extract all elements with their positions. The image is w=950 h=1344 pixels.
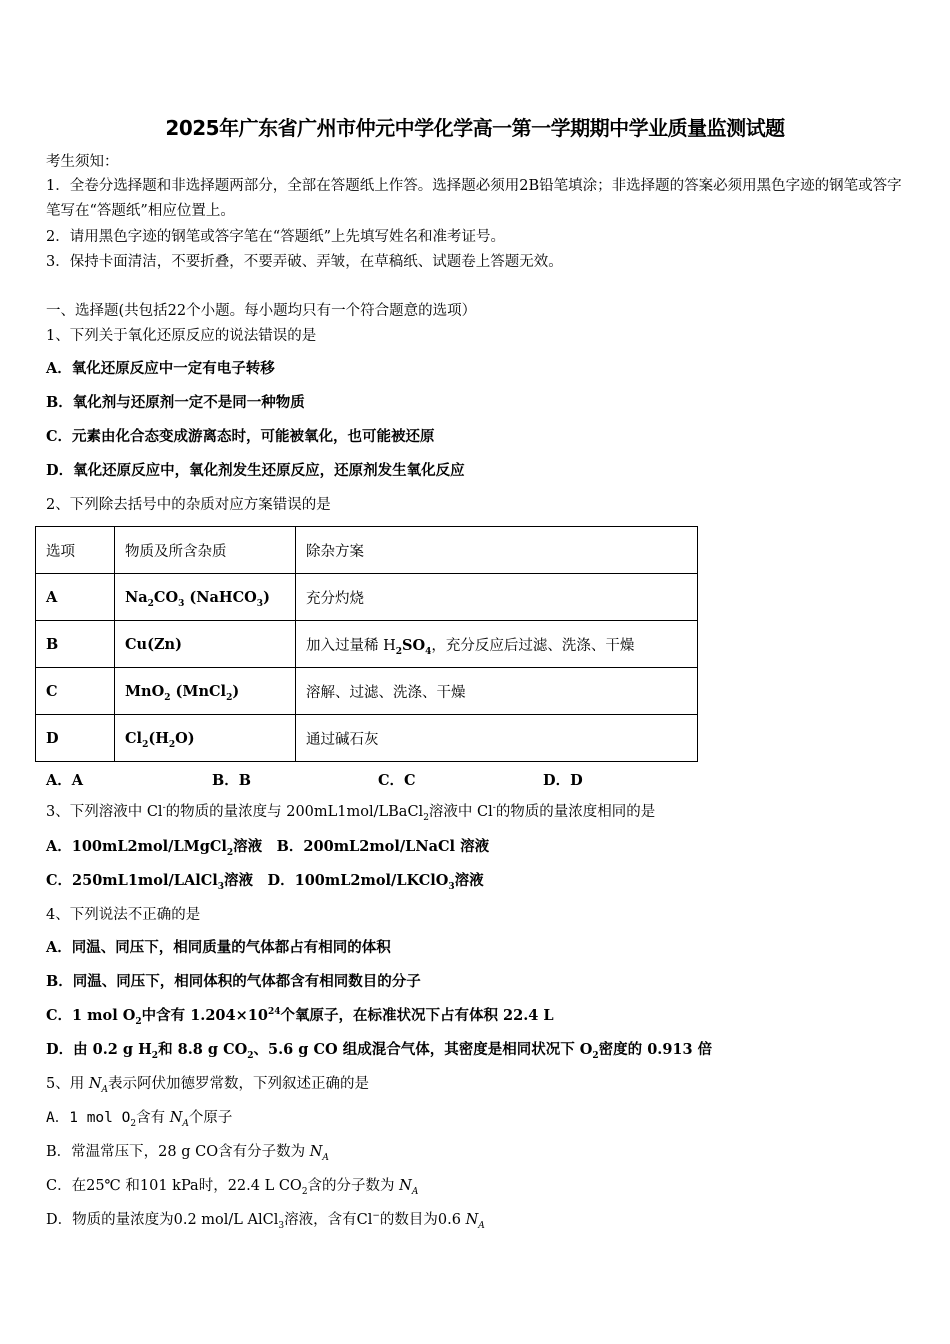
q5-option-c: C．在25℃ 和101 kPa时，22.4 L $CO_2$含的分子数为 $N_A$ — [46, 1178, 419, 1197]
q5-option-a: A．1 mol $O_2$含有 $N_A$个原子 — [46, 1110, 233, 1129]
q4-option-d: D．由 0.2 g $H_2$和 8.8 g $CO_2$、5.6 g CO 组成混合气体，其密度是相同状况下 $O_2$密度的 0.913 倍 — [46, 1041, 713, 1061]
q4-option-c: C．1 mol $O_2$中含有 $1.204\times 10^{24}$个氧原子，在标准状况下占有体积 22.4 L — [46, 1007, 554, 1027]
row-method: 通过碱石灰 — [296, 715, 698, 762]
notice-item-1: 1．全卷分选择题和非选择题两部分，全部在答题纸上作答。选择题必须用2B铅笔填涂；非选择题的答案必须用黑色字迹的钢笔或答字笔写在“答题纸”相应位置上。 — [46, 178, 902, 219]
row-substance: Cu(Zn) — [115, 621, 296, 668]
row-option: D — [36, 715, 115, 762]
notice-heading: 考生须知： — [46, 154, 119, 170]
q3-stem: 3、下列溶液中 Cl-的物质的量浓度与 200mL1mol/LBaCl$_2$溶液中 Cl-的物质的量浓度相同的是 — [46, 803, 656, 823]
q2-stem: 2、下列除去括号中的杂质对应方案错误的是 — [46, 497, 331, 513]
q1-stem: 1、下列关于氧化还原反应的说法错误的是 — [46, 328, 317, 344]
header-option: 选项 — [36, 527, 115, 574]
notice-item-3: 3．保持卡面清洁，不要折叠，不要弄破、弄皱，在草稿纸、试题卷上答题无效。 — [46, 254, 563, 270]
q1-option-c: C．元素由化合态变成游离态时，可能被氧化，也可能被还原 — [46, 428, 435, 445]
table-row — [36, 715, 698, 762]
row-method: 加入过量稀 $H_2SO_4$，充分反应后过滤、洗涤、干燥 — [296, 621, 698, 668]
row-substance: MnO$_2$ (MnCl$_2$) — [115, 668, 296, 715]
table-row — [36, 574, 698, 621]
q2-choice-d: D．D — [543, 772, 583, 789]
header-substance: 物质及所含杂质 — [115, 527, 296, 574]
q2-choice-a: A．A — [46, 772, 84, 789]
q4-option-a: A．同温、同压下，相同质量的气体都占有相同的体积 — [46, 939, 391, 956]
q2-choice-b: B．B — [212, 772, 252, 789]
q5-option-d: D．物质的量浓度为0.2 mol/L AlCl$_3$溶液，含有Cl−的数目为0.6 $N_A$ — [46, 1211, 485, 1231]
table-row — [36, 668, 698, 715]
row-substance: $Na_2CO_3$ (NaHCO$_3$) — [115, 574, 296, 621]
table-row — [36, 621, 698, 668]
notice-item-2: 2．请用黑色字迹的钢笔或答字笔在“答题纸”上先填写姓名和准考证号。 — [46, 229, 506, 245]
q2-table — [35, 526, 698, 762]
q3-options-cd: C．250mL1mol/LAlCl$_3$溶液 D．100mL2mol/LKClO$_3$溶液 — [46, 872, 484, 892]
q1-option-d: D．氧化还原反应中，氧化剂发生还原反应，还原剂发生氧化反应 — [46, 462, 465, 479]
row-option: C — [36, 668, 115, 715]
page-title: 2025年广东省广州市仲元中学化学高一第一学期期中学业质量监测试题 — [165, 116, 785, 140]
row-option: A — [36, 574, 115, 621]
row-substance: $Cl_2(H_2O)$ — [115, 715, 296, 762]
q5-stem: 5、用 $N_A$表示阿伏加德罗常数，下列叙述正确的是 — [46, 1076, 370, 1095]
q2-choice-c: C．C — [378, 772, 416, 789]
section-heading: 一、选择题(共包括22个小题。每小题均只有一个符合题意的选项） — [46, 303, 477, 319]
q4-option-b: B．同温、同压下，相同体积的气体都含有相同数目的分子 — [46, 973, 421, 990]
header-method: 除杂方案 — [296, 527, 698, 574]
q1-option-b: B．氧化剂与还原剂一定不是同一种物质 — [46, 394, 305, 411]
q3-options-ab: A．100mL2mol/LMgCl$_2$溶液 B．200mL2mol/LNaCl 溶液 — [46, 838, 490, 858]
row-method: 溶解、过滤、洗涤、干燥 — [296, 668, 698, 715]
row-method: 充分灼烧 — [296, 574, 698, 621]
q5-option-b: B．常温常压下，28 g CO含有分子数为 $N_A$ — [46, 1144, 329, 1163]
row-option: B — [36, 621, 115, 668]
table-header-row — [36, 527, 698, 574]
q1-option-a: A．氧化还原反应中一定有电子转移 — [46, 360, 275, 377]
q4-stem: 4、下列说法不正确的是 — [46, 907, 201, 923]
